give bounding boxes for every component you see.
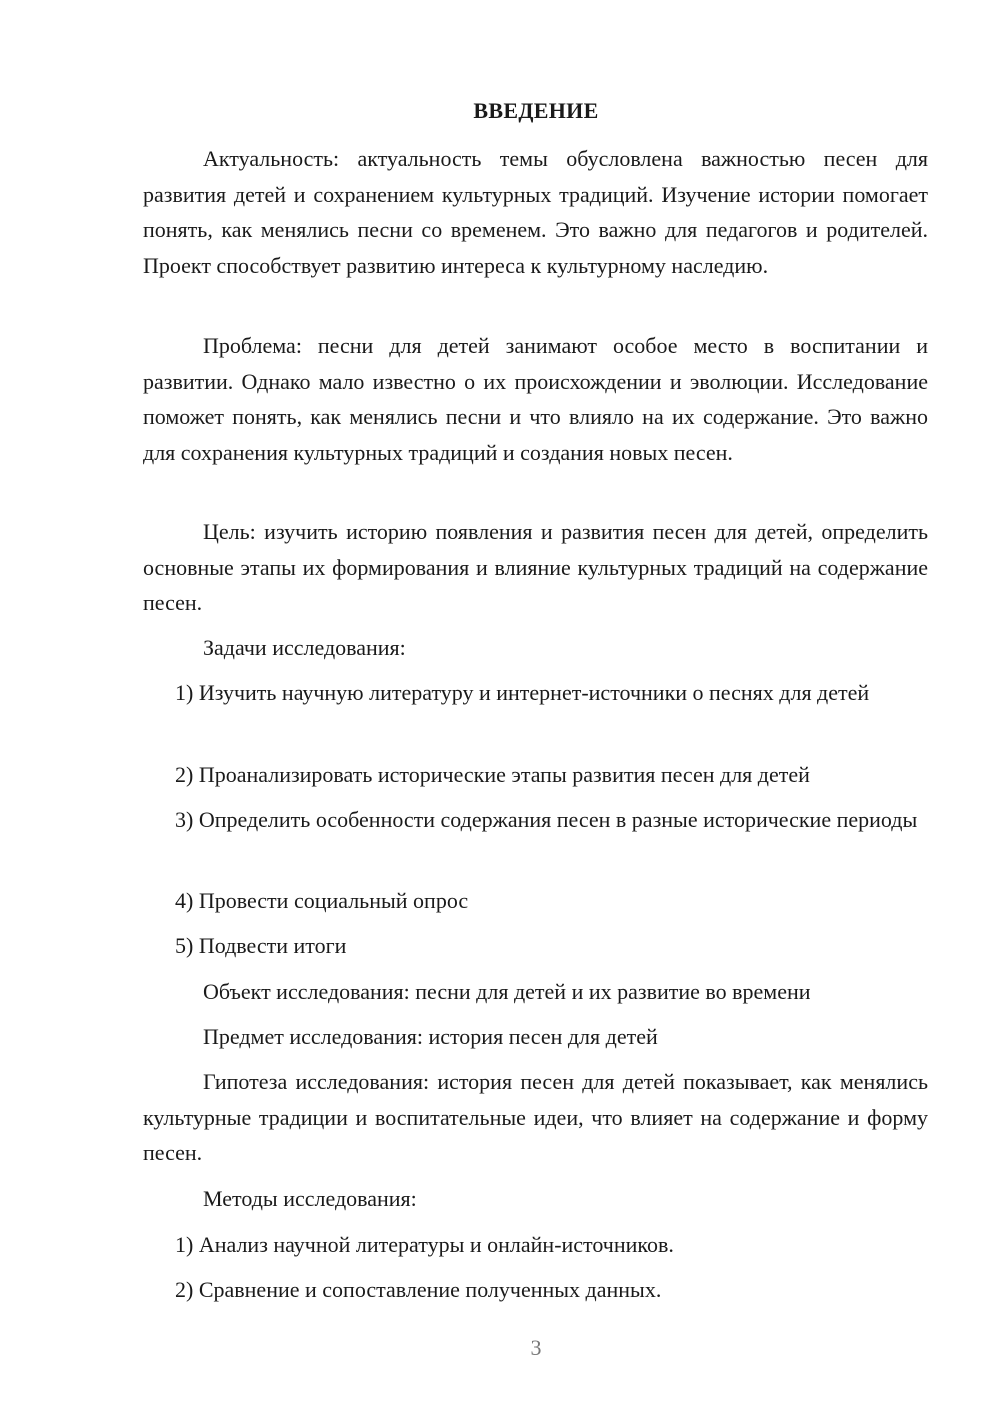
paragraph-problem: Проблема: песни для детей занимают особое место в воспитании и развитии. Однако мало известно о их происхождении и эволюции. Исследование поможет понять, как менялись песни и что влияло на их содержание. Это важно для сохранения культурных традиций и создания новых песен. (143, 333, 928, 465)
paragraph-object: Объект исследования: песни для детей и их развитие во времени (203, 979, 811, 1004)
task-item-3: 3) Определить особенности содержания песен в разные исторические периоды (175, 807, 918, 832)
method-item-2: 2) Сравнение и сопоставление полученных данных. (175, 1277, 662, 1302)
task-item-1: 1) Изучить научную литературу и интернет-источники о песнях для детей (175, 680, 870, 705)
methods-title: Методы исследования: (203, 1186, 417, 1211)
paragraph-goal: Цель: изучить историю появления и развития песен для детей, определить основные этапы их формирования и влияние культурных традиций на содержание песен. (143, 519, 928, 615)
method-item-1: 1) Анализ научной литературы и онлайн-источников. (175, 1232, 674, 1257)
task-item-4: 4) Провести социальный опрос (175, 888, 469, 913)
task-item-2: 2) Проанализировать исторические этапы развития песен для детей (175, 762, 810, 787)
tasks-title: Задачи исследования: (203, 635, 406, 660)
section-heading: ВВЕДЕНИЕ (473, 98, 599, 123)
page-number: 3 (530, 1335, 542, 1360)
paragraph-subject: Предмет исследования: история песен для детей (203, 1024, 658, 1049)
task-item-5: 5) Подвести итоги (175, 933, 347, 958)
paragraph-relevance: Актуальность: актуальность темы обусловлена важностью песен для развития детей и сохранением культурных традиций. Изучение истории помогает понять, как менялись песни со временем. Это важно для педагогов и родителей. Проект способствует развитию интереса к культурному наследию. (143, 146, 928, 278)
paragraph-hypothesis: Гипотеза исследования: история песен для детей показывает, как менялись культурные традиции и воспитательные идеи, что влияет на содержание и форму песен. (143, 1069, 928, 1165)
